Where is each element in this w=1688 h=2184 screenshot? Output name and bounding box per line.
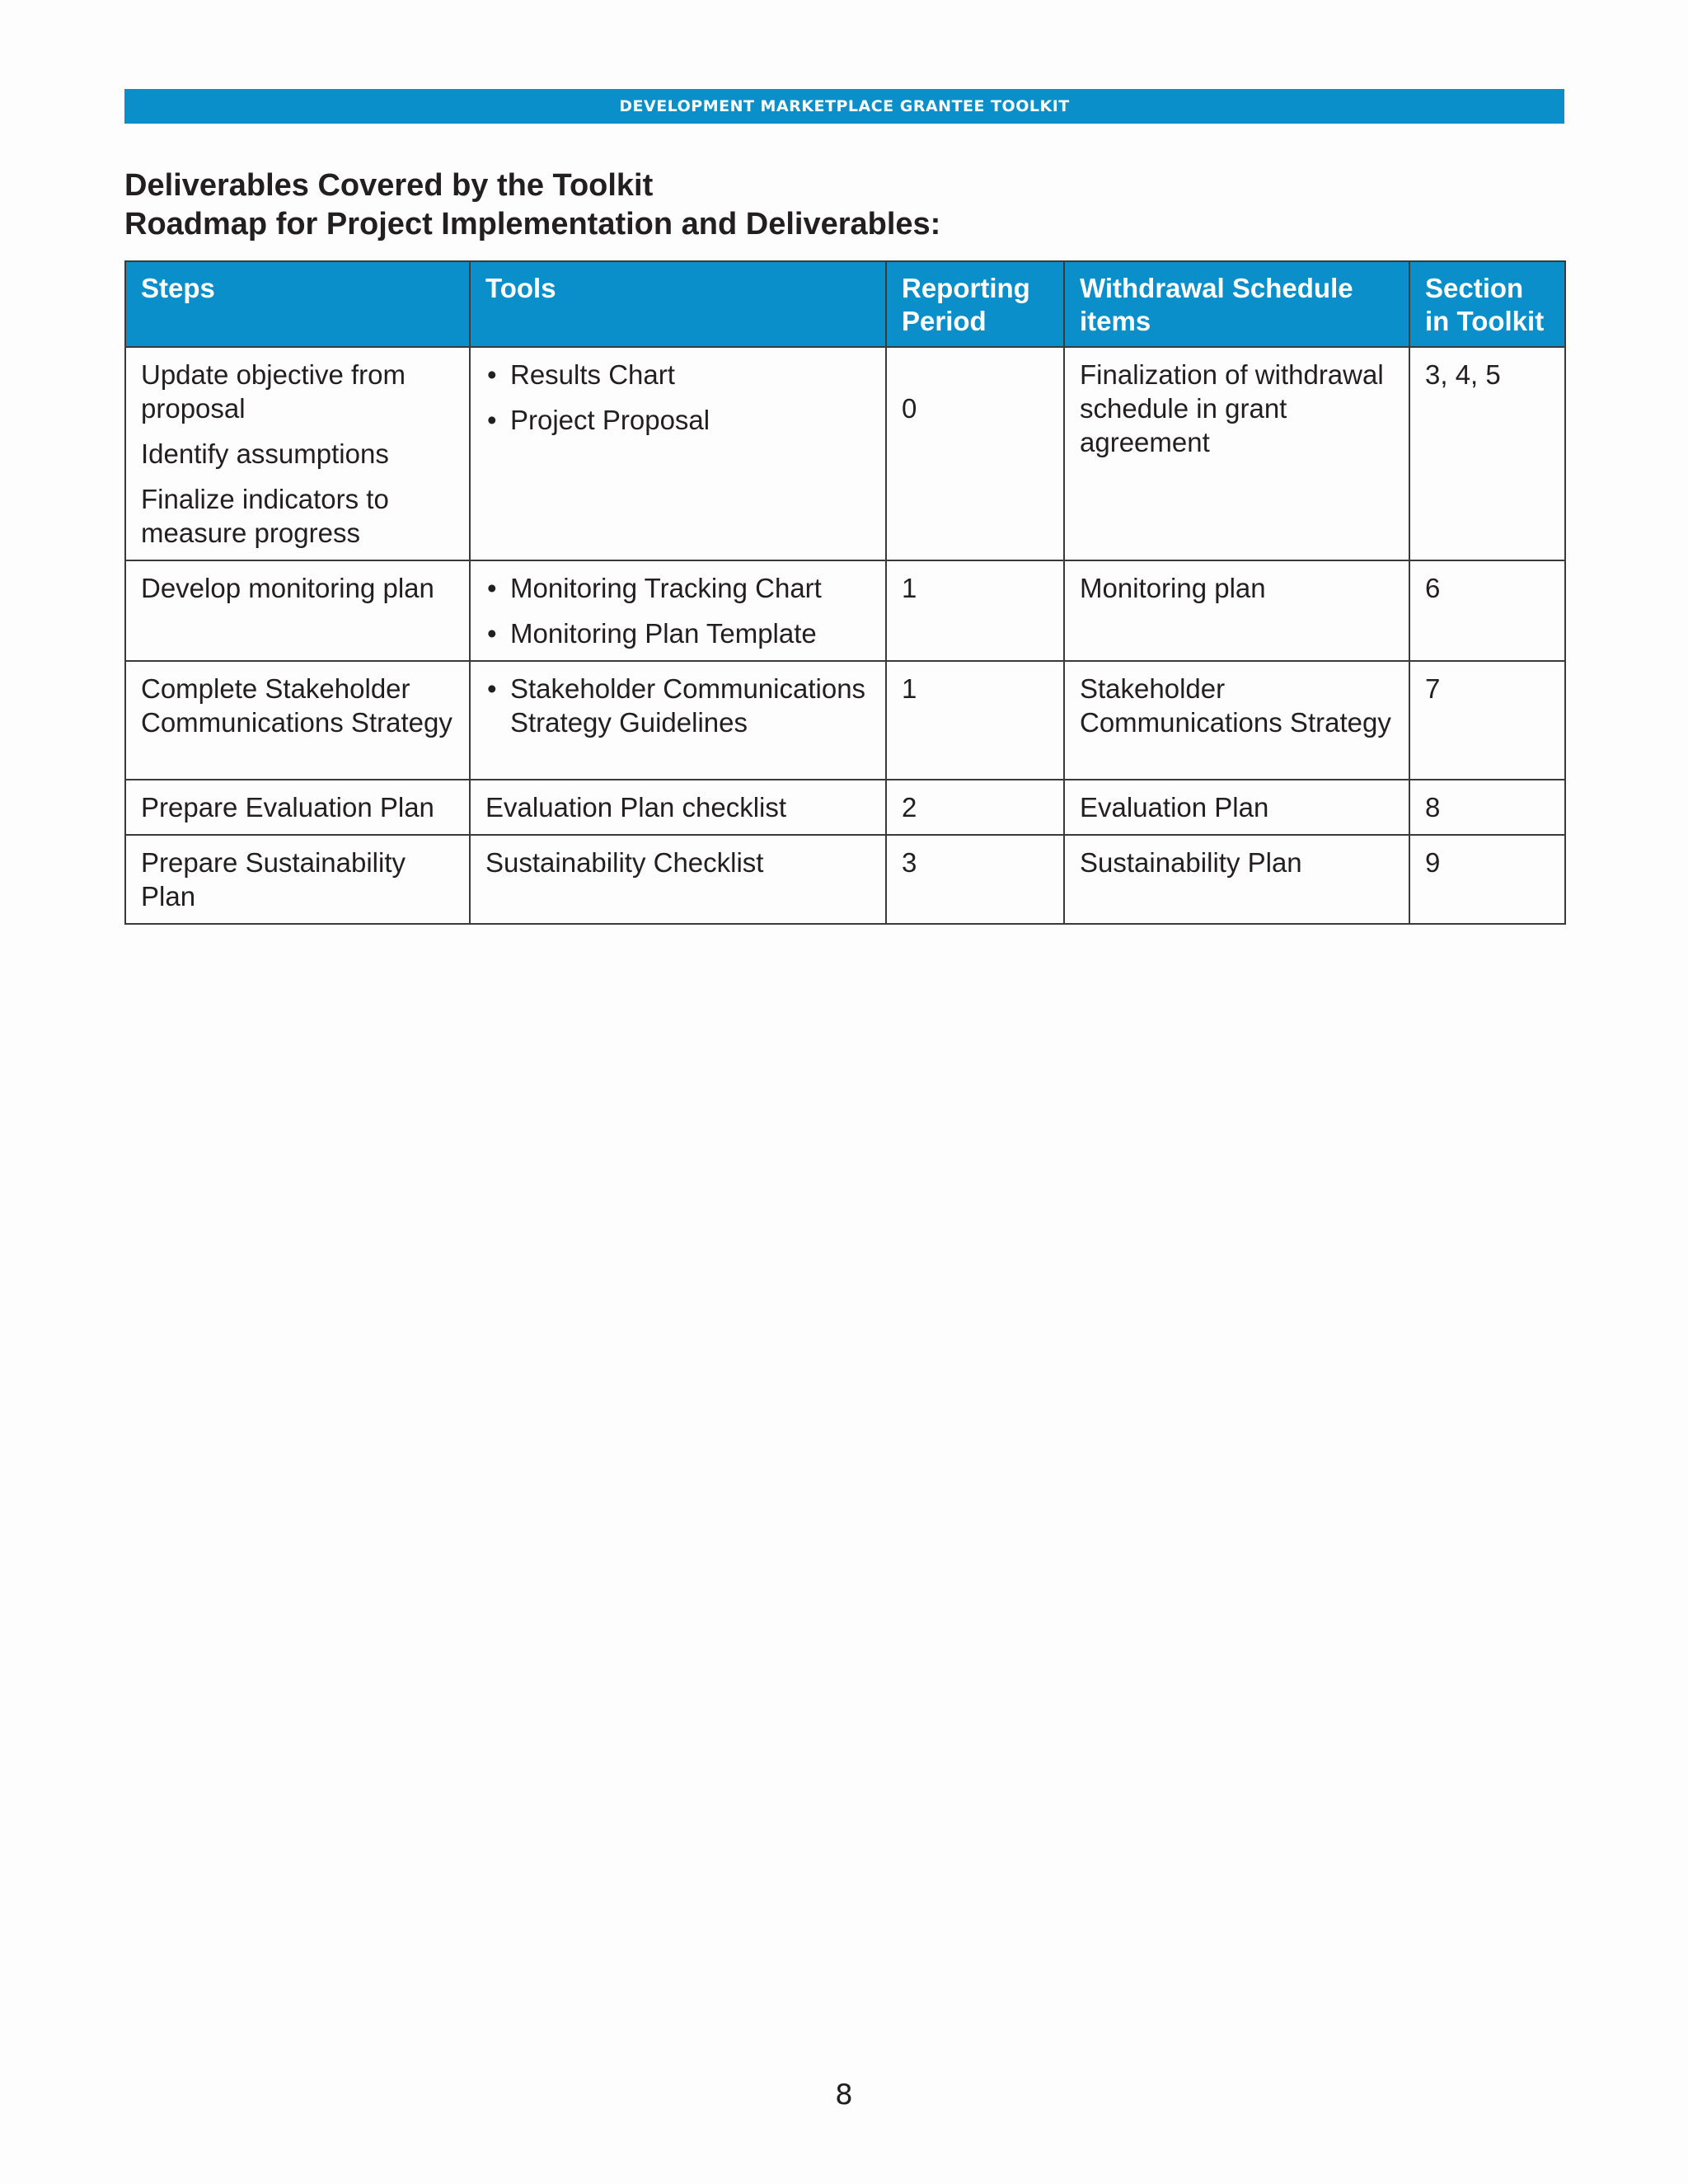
header-banner <box>124 89 1564 124</box>
cell-section: 9 <box>1409 835 1565 924</box>
cell-steps: Prepare Sustainability Plan <box>125 835 470 924</box>
list-item: • Results Chart <box>487 359 675 390</box>
header-steps: Steps <box>125 261 470 347</box>
table-row <box>125 560 1565 661</box>
cell-tools <box>470 347 886 560</box>
table-row <box>125 347 1565 560</box>
cell-tools: Sustainability Checklist <box>470 835 886 924</box>
table-header-row <box>125 261 1565 347</box>
tools-list <box>485 672 870 739</box>
tools-list <box>485 571 870 650</box>
cell-reporting-period: 1 <box>886 661 1064 780</box>
tools-list <box>485 358 870 437</box>
cell-reporting-period: 1 <box>886 560 1064 661</box>
bullet-icon: • <box>487 573 497 603</box>
cell-reporting-period: 0 <box>886 347 1064 560</box>
cell-withdrawal-schedule: Stakeholder Communications Strategy <box>1064 661 1409 780</box>
cell-tools: Evaluation Plan checklist <box>470 780 886 835</box>
list-item: • Stakeholder Communications Strategy Guidelines <box>487 673 866 738</box>
table-row <box>125 835 1565 924</box>
cell-section: 7 <box>1409 661 1565 780</box>
cell-steps: Develop monitoring plan <box>125 560 470 661</box>
cell-section: 3, 4, 5 <box>1409 347 1565 560</box>
step-item: Update objective from proposal <box>141 359 406 424</box>
header-withdrawal-schedule: Withdrawal Schedule items <box>1064 261 1409 347</box>
page-number: 8 <box>835 2079 853 2111</box>
bullet-icon: • <box>487 405 497 435</box>
cell-tools <box>470 661 886 780</box>
cell-withdrawal-schedule: Sustainability Plan <box>1064 835 1409 924</box>
bullet-icon: • <box>487 359 497 390</box>
cell-withdrawal-schedule: Evaluation Plan <box>1064 780 1409 835</box>
cell-tools <box>470 560 886 661</box>
list-item: • Monitoring Plan Template <box>487 618 817 649</box>
page-title: Deliverables Covered by the Toolkit <box>124 168 654 203</box>
roadmap-table <box>124 260 1566 925</box>
header-banner-text: DEVELOPMENT MARKETPLACE GRANTEE TOOLKIT <box>619 97 1070 115</box>
cell-steps: Prepare Evaluation Plan <box>125 780 470 835</box>
bullet-icon: • <box>487 618 497 649</box>
list-item: • Monitoring Tracking Chart <box>487 573 822 603</box>
list-item: • Project Proposal <box>487 405 710 435</box>
cell-withdrawal-schedule: Finalization of withdrawal schedule in grant agreement <box>1064 347 1409 560</box>
table-row <box>125 780 1565 835</box>
step-item: Identify assumptions <box>141 438 389 469</box>
cell-steps: Complete Stakeholder Communications Strategy <box>125 661 470 780</box>
bullet-icon: • <box>487 673 497 704</box>
header-tools: Tools <box>470 261 886 347</box>
header-section: Section in Toolkit <box>1409 261 1565 347</box>
step-item: Finalize indicators to measure progress <box>141 484 389 548</box>
table-row <box>125 661 1565 780</box>
cell-section: 6 <box>1409 560 1565 661</box>
header-reporting-period: Reporting Period <box>886 261 1064 347</box>
page-subtitle: Roadmap for Project Implementation and Deliverables: <box>124 207 941 241</box>
cell-section: 8 <box>1409 780 1565 835</box>
cell-reporting-period: 3 <box>886 835 1064 924</box>
cell-steps <box>125 347 470 560</box>
cell-withdrawal-schedule: Monitoring plan <box>1064 560 1409 661</box>
page-headings <box>124 166 1564 244</box>
cell-reporting-period: 2 <box>886 780 1064 835</box>
